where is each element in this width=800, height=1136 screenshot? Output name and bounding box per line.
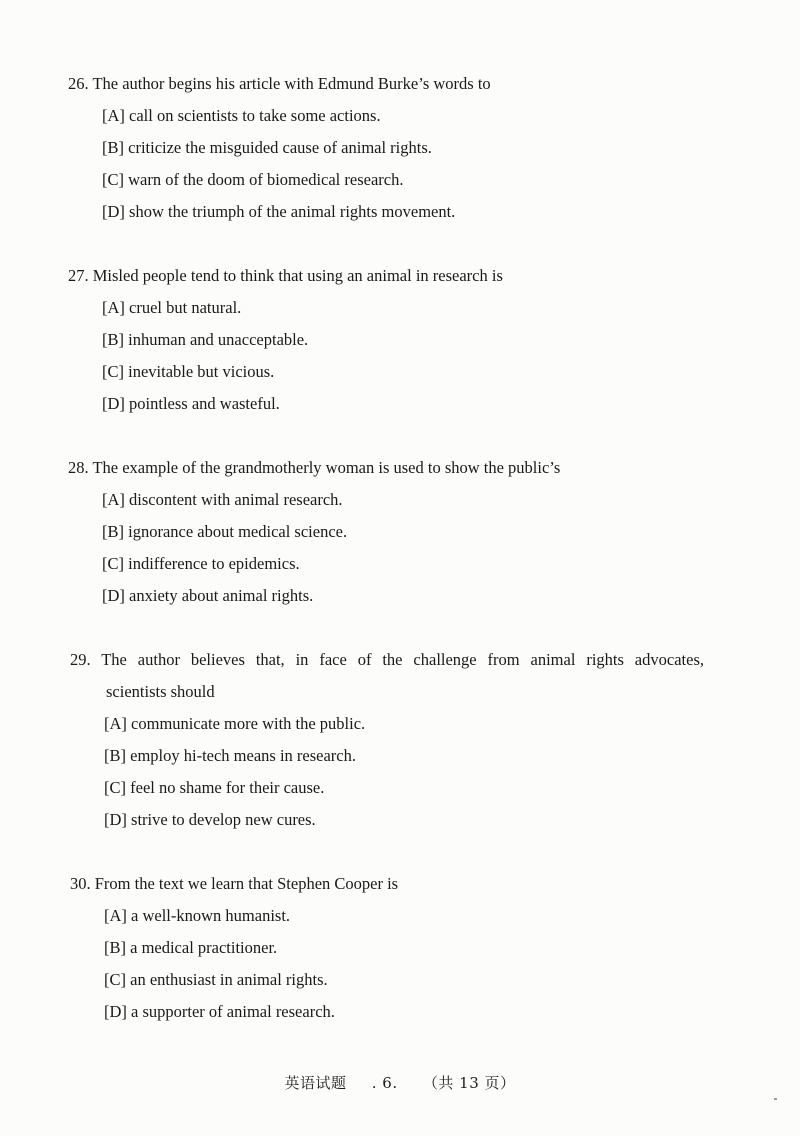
option-a: [A] cruel but natural. (102, 298, 242, 317)
question-stem: 26. The author begins his article with Edmund Burke’s words to (68, 74, 491, 93)
question-stem: 28. The example of the grandmotherly woman is used to show the public’s (68, 458, 561, 477)
option-c: [C] an enthusiast in animal rights. (104, 970, 328, 989)
question-29 (70, 644, 720, 836)
option-list (70, 708, 720, 836)
option-b: [B] criticize the misguided cause of animal rights. (102, 138, 432, 157)
option-b: [B] ignorance about medical science. (102, 522, 348, 541)
option-c: [C] indifference to epidemics. (102, 554, 300, 573)
question-27 (68, 260, 718, 420)
option-a: [A] communicate more with the public. (104, 714, 366, 733)
option-c: [C] warn of the doom of biomedical research. (102, 170, 404, 189)
option-a: [A] call on scientists to take some actions. (102, 106, 381, 125)
option-list (68, 292, 718, 420)
footer-page-number: . 6. (371, 1074, 398, 1092)
option-d: [D] a supporter of animal research. (104, 1002, 335, 1021)
page-footer (0, 1072, 800, 1093)
option-a: [A] a well-known humanist. (104, 906, 291, 925)
option-a: [A] discontent with animal research. (102, 490, 343, 509)
option-d: [D] strive to develop new cures. (104, 810, 316, 829)
question-30 (70, 868, 720, 1028)
option-c: [C] feel no shame for their cause. (104, 778, 325, 797)
scan-speck (774, 1098, 777, 1100)
question-stem-continuation: scientists should (106, 682, 215, 701)
question-stem: 30. From the text we learn that Stephen Cooper is (70, 874, 399, 893)
option-d: [D] anxiety about animal rights. (102, 586, 314, 605)
question-26 (68, 68, 718, 228)
option-list (68, 100, 718, 228)
option-list (68, 484, 718, 612)
option-d: [D] show the triumph of the animal rights movement. (102, 202, 456, 221)
footer-subject: 英语试题 (284, 1074, 347, 1092)
option-b: [B] employ hi-tech means in research. (104, 746, 356, 765)
option-c: [C] inevitable but vicious. (102, 362, 275, 381)
option-b: [B] inhuman and unacceptable. (102, 330, 309, 349)
option-list (70, 900, 720, 1028)
question-stem: 27. Misled people tend to think that using an animal in research is (68, 266, 503, 285)
question-stem: 29. The author believes that, in face of the challenge from animal rights advocates, (70, 650, 704, 669)
footer-page-total: （共 13 页） (422, 1074, 516, 1092)
question-28 (68, 452, 718, 612)
option-d: [D] pointless and wasteful. (102, 394, 280, 413)
option-b: [B] a medical practitioner. (104, 938, 278, 957)
